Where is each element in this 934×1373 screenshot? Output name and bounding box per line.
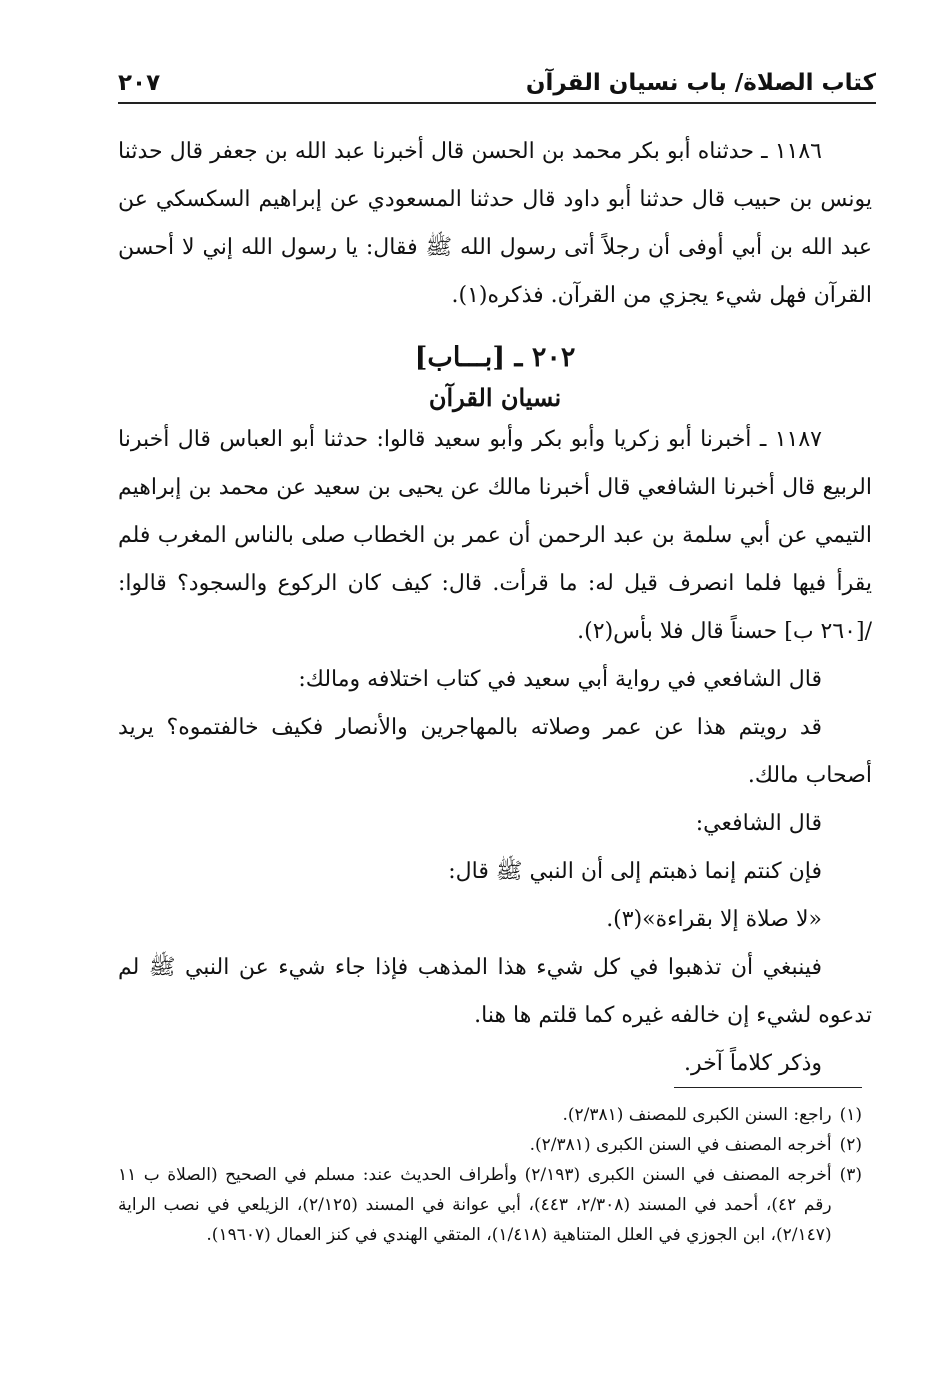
main-text bbox=[118, 128, 872, 1143]
chapter-number: ٢٠٢ ـ [بـــاب] bbox=[414, 342, 576, 373]
footnote-number: (١) bbox=[839, 1105, 862, 1125]
running-header bbox=[118, 58, 876, 104]
page-number: ٢٠٧ bbox=[118, 70, 161, 96]
footnote-text: أخرجه المصنف في السنن الكبرى (٢/٣٨١). bbox=[529, 1135, 832, 1155]
manuscript-folio-mark: /[٢٦٠ ب] bbox=[784, 619, 872, 644]
hadith-1187-end: حسناً قال فلا بأس(٢). bbox=[577, 619, 778, 644]
paragraph-in-kuntum: فإن كنتم إنما ذهبتم إلى أن النبي ﷺ قال: bbox=[448, 859, 822, 884]
footnote-number: (٣) bbox=[839, 1165, 862, 1185]
chapter-title: نسيان القرآن bbox=[428, 383, 562, 412]
hadith-1187 bbox=[118, 416, 872, 656]
paragraph-la-salat: «لا صلاة إلا بقراءة»(٣). bbox=[606, 907, 822, 932]
footnotes bbox=[118, 1100, 862, 1250]
footnote bbox=[118, 1160, 862, 1250]
hadith-1187-text: ١١٨٧ ـ أخبرنا أبو زكريا وأبو بكر وأبو سعيد قالوا: حدثنا أبو العباس قال أخبرنا الربيع قال أخبرنا الشافعي قال أخبرنا مالك عن يحيى بن سعيد عن محمد بن إبراهيم التيمي عن أبي سلمة بن عبد الرحمن أن عمر بن الخطاب صلى بالناس المغرب فلم يقرأ فيها فلما انصرف قيل له: ما قرأت. قال: كيف كان الركوع والسجود؟ قالوا: bbox=[118, 427, 872, 596]
paragraph-qad-rawaytum: قد رويتم هذا عن عمر وصلاته بالمهاجرين والأنصار فكيف خالفتموه؟ يريد أصحاب مالك. bbox=[118, 715, 872, 788]
paragraph-dhakara: وذكر كلاماً آخر. bbox=[684, 1051, 822, 1076]
footnote-separator bbox=[674, 1087, 862, 1088]
paragraph-shafii-riwaya: قال الشافعي في رواية أبي سعيد في كتاب اختلافه ومالك: bbox=[298, 667, 822, 692]
running-title: كتاب الصلاة/ باب نسيان القرآن bbox=[525, 70, 876, 96]
footnote-text: أخرجه المصنف في السنن الكبرى (٢/١٩٣) وأطراف الحديث عند: مسلم في الصحيح (الصلاة ب ١١ رقم ٤٢)، أحمد في المسند (٢/٣٠٨، ٤٤٣)، أبي عوانة في المسند (٢/١٢٥)، الزيلعي في نصب الراية (٢/١٤٧)، ابن الجوزي في العلل المتناهية (١/٤١٨)، المتقي الهندي في كنز العمال (١٩٦٠٧). bbox=[118, 1165, 832, 1245]
footnote-text: راجع: السنن الكبرى للمصنف (٢/٣٨١). bbox=[562, 1105, 832, 1125]
paragraph-qal-shafii: قال الشافعي: bbox=[695, 811, 822, 836]
footnote-number: (٢) bbox=[839, 1135, 862, 1155]
footnote bbox=[118, 1130, 862, 1160]
hadith-1186: ١١٨٦ ـ حدثناه أبو بكر محمد بن الحسن قال أخبرنا عبد الله بن جعفر قال حدثنا يونس بن حبيب قال حدثنا أبو داود قال حدثنا المسعودي عن إبراهيم السكسكي عن عبد الله بن أبي أوفى أن رجلاً أتى رسول الله ﷺ فقال: يا رسول الله إني لا أحسن القرآن فهل شيء يجزي من القرآن. فذكره(١). bbox=[118, 139, 872, 308]
footnote bbox=[118, 1100, 862, 1130]
paragraph-fa-yanbaghi: فينبغي أن تذهبوا في كل شيء هذا المذهب فإذا جاء شيء عن النبي ﷺ لم تدعوه لشيء إن خالفه غيره كما قلتم ها هنا. bbox=[118, 955, 872, 1028]
